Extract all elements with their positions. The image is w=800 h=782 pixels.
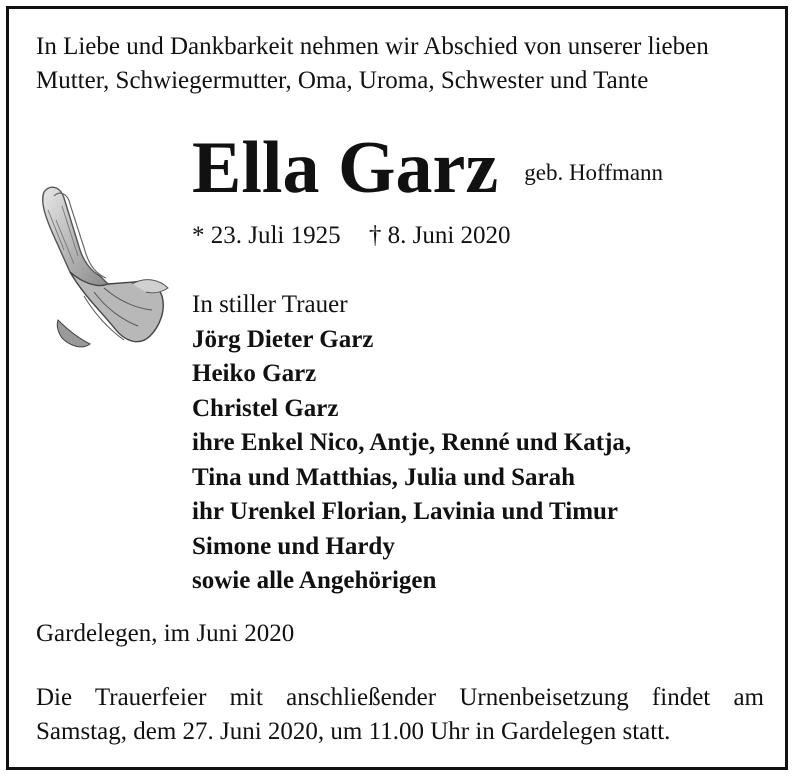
intro-line-2: Mutter, Schwiegermutter, Oma, Uroma, Schwester und Tante [36,67,649,94]
intro-line-1: In Liebe und Dankbarkeit nehmen wir Abschied von unserer lieben [36,33,709,60]
mourner-name: Heiko Garz [192,360,317,387]
deceased-name: Ella Garz [192,127,499,209]
mourner-name: Christel Garz [192,394,339,422]
service-notice [36,681,764,749]
mourner-name: sowie alle Angehörigen [192,567,437,594]
praying-hands-icon [34,180,174,360]
life-dates [192,222,511,250]
mourners-heading: In stiller Trauer [192,291,348,318]
mourners-list [192,288,631,599]
service-line-2: Samstag, dem 27. Juni 2020, um 11.00 Uhr in Gardelegen statt. [36,718,671,745]
birth-date: * 23. Juli 1925 [192,222,341,249]
intro-text [36,30,776,98]
mourner-name: ihre Enkel Nico, Antje, Renné und Katja, [192,429,632,456]
mourner-name: Tina und Matthias, Julia und Sarah [192,463,576,491]
service-line-1: Die Trauerfeier mit anschließender Urnenbeisetzung findet am [36,684,764,711]
death-date: † 8. Juni 2020 [368,222,511,249]
name-row [192,128,663,208]
maiden-name: geb. Hoffmann [524,160,664,185]
mourner-name: Jörg Dieter Garz [192,325,374,353]
place-date: Gardelegen, im Juni 2020 [36,620,295,647]
mourner-name: ihr Urenkel Florian, Lavinia und Timur [192,498,619,525]
mourner-name: Simone und Hardy [192,532,395,560]
